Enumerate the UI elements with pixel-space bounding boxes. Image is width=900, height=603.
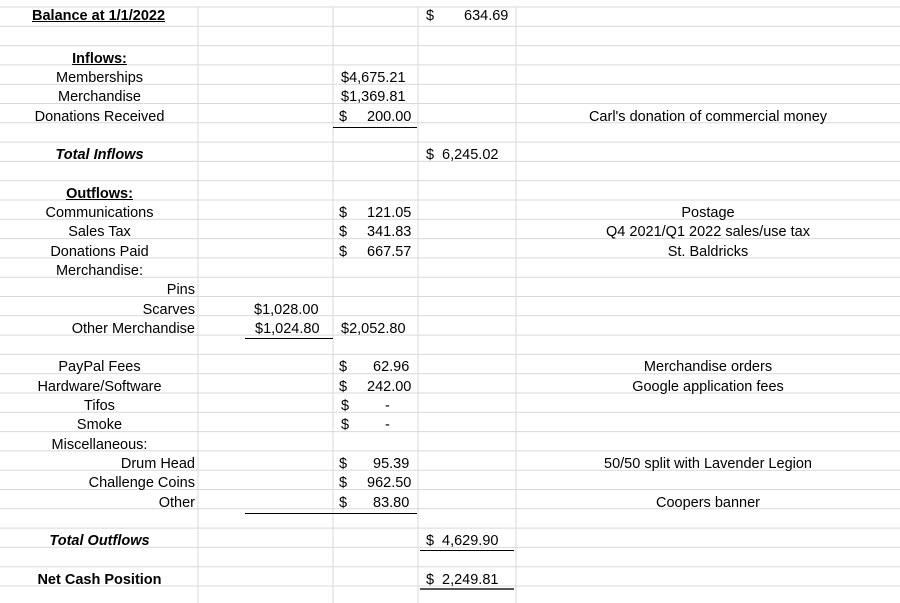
- row-communications: [0, 204, 900, 223]
- row-paypal: [0, 358, 900, 377]
- balance-label: Balance at 1/1/2022: [32, 8, 166, 24]
- row-inflows-heading: [0, 50, 900, 69]
- sales-tax-label: Sales Tax: [68, 224, 131, 241]
- row-total-outflows: [0, 532, 900, 551]
- other-misc-amount: $ 83.80: [333, 494, 417, 514]
- row-merchandise-in: [0, 88, 900, 107]
- other-misc-label: Other: [158, 494, 195, 511]
- merchandise-in-label: Merchandise: [57, 89, 141, 106]
- total-inflows-label: Total Inflows: [55, 147, 144, 164]
- total-outflows-label: Total Outflows: [49, 533, 150, 550]
- net-cash-amount: $ 2,249.81: [420, 571, 514, 590]
- row-other-merchandise: [0, 320, 900, 339]
- misc-label: Miscellaneous:: [51, 436, 148, 453]
- inflows-heading: Inflows:: [72, 50, 127, 67]
- hardware-note: Google application fees: [632, 378, 784, 395]
- outflows-heading: Outflows:: [66, 185, 133, 202]
- paypal-label: PayPal Fees: [58, 359, 141, 376]
- row-misc: [0, 436, 900, 455]
- challenge-coins-label: Challenge Coins: [88, 475, 195, 492]
- other-misc-sub-underline: [245, 494, 333, 514]
- smoke-amount: $ -: [341, 417, 390, 434]
- tifos-amount: $ -: [341, 398, 390, 414]
- donations-received-amount: $ 200.00: [333, 108, 417, 128]
- paypal-note: Merchandise orders: [643, 359, 773, 376]
- row-net-cash: [0, 571, 900, 590]
- row-outflows-heading: [0, 185, 900, 204]
- row-drum-head: [0, 455, 900, 474]
- row-sales-tax: [0, 223, 900, 242]
- row-scarves: [0, 301, 900, 320]
- row-donations-received: [0, 108, 900, 127]
- donations-paid-label: Donations Paid: [50, 243, 149, 260]
- total-outflows-amount: $ 4,629.90: [420, 532, 514, 551]
- row-balance: [0, 7, 900, 26]
- row-total-inflows: [0, 146, 900, 165]
- drum-head-label: Drum Head: [120, 455, 195, 472]
- row-donations-paid: [0, 243, 900, 262]
- row-memberships: [0, 69, 900, 88]
- row-other-misc: [0, 494, 900, 513]
- row-hardware: [0, 378, 900, 397]
- merchandise-in-amount: $1,369.81: [341, 89, 406, 106]
- pins-label: Pins: [166, 282, 195, 299]
- drum-head-note: 50/50 split with Lavender Legion: [604, 455, 812, 472]
- row-merchandise-out: [0, 262, 900, 281]
- other-merchandise-amount: $2,052.80: [341, 320, 406, 337]
- communications-label: Communications: [45, 205, 154, 221]
- row-tifos: [0, 397, 900, 416]
- row-challenge-coins: [0, 474, 900, 493]
- donations-received-note: Carl's donation of commercial money: [588, 108, 828, 125]
- net-cash-label: Net Cash Position: [37, 572, 162, 588]
- total-inflows-amount: $ 6,245.02: [426, 147, 499, 164]
- scarves-sub-amount: $1,028.00: [254, 301, 319, 318]
- challenge-coins-amount: $ 962.50: [339, 475, 412, 492]
- paypal-amount: $ 62.96: [339, 359, 410, 376]
- memberships-label: Memberships: [55, 69, 144, 86]
- donations-received-label: Donations Received: [34, 108, 165, 125]
- other-misc-note: Coopers banner: [656, 494, 760, 511]
- smoke-label: Smoke: [76, 417, 123, 434]
- row-smoke: [0, 416, 900, 435]
- other-merchandise-sub-amount: $1,024.80: [245, 320, 333, 339]
- sales-tax-note: Q4 2021/Q1 2022 sales/use tax: [606, 224, 810, 241]
- sales-tax-amount: $ 341.83: [339, 224, 412, 241]
- donations-paid-amount: $ 667.57: [339, 243, 412, 260]
- balance-amount: $ 634.69: [426, 8, 509, 24]
- tifos-label: Tifos: [84, 398, 115, 414]
- hardware-label: Hardware/Software: [37, 378, 162, 395]
- drum-head-amount: $ 95.39: [339, 455, 410, 472]
- donations-paid-note: St. Baldricks: [667, 243, 749, 260]
- memberships-amount: $4,675.21: [341, 69, 406, 86]
- communications-note: Postage: [681, 205, 735, 221]
- other-merchandise-label: Other Merchandise: [71, 320, 195, 337]
- hardware-amount: $ 242.00: [339, 378, 412, 395]
- row-pins: [0, 281, 900, 300]
- scarves-label: Scarves: [142, 301, 195, 318]
- communications-amount: $ 121.05: [339, 205, 412, 221]
- merchandise-out-label: Merchandise:: [55, 262, 144, 279]
